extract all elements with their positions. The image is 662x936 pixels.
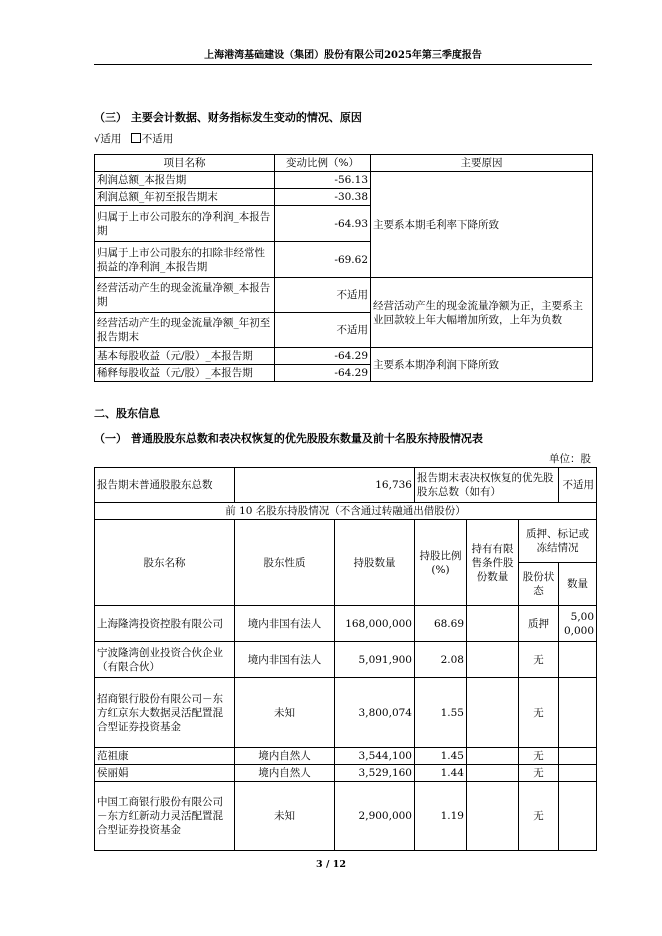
changes-table — [94, 154, 593, 382]
holder-restricted — [467, 642, 519, 678]
header-ratio: 持股比例(%) — [415, 520, 467, 606]
table-row — [95, 278, 593, 313]
not-applicable-label: 不适用 — [141, 133, 174, 145]
ratio-cell: -64.29 — [275, 365, 371, 382]
section-title-top10: （一） 普通股股东总数和表决权恢复的优先股股东数量及前十名股东持股情况表 — [94, 432, 483, 445]
holder-name: 上海隆湾投资控股有限公司 — [95, 606, 235, 642]
item-cell: 利润总额_本报告期 — [95, 172, 275, 189]
item-cell: 稀释每股收益（元/股）_本报告期 — [95, 365, 275, 382]
applicable-label: 适用 — [100, 133, 122, 145]
header-name: 股东名称 — [95, 520, 235, 606]
applicability-line — [94, 131, 173, 146]
ratio-cell: -64.29 — [275, 348, 371, 365]
holder-nature: 未知 — [235, 782, 335, 851]
header-shares: 持股数量 — [335, 520, 415, 606]
reason-cell: 经营活动产生的现金流量净额为正，主要系主业回款较上年大幅增加所致，上年为负数 — [371, 278, 593, 348]
holder-status: 无 — [519, 782, 559, 851]
header-nature: 股东性质 — [235, 520, 335, 606]
table-row — [95, 348, 593, 365]
holder-nature: 境内自然人 — [235, 765, 335, 782]
pref-holders-value: 不适用 — [559, 468, 597, 503]
top10-title: 前 10 名股东持股情况（不含通过转融通出借股份） — [95, 503, 597, 520]
holder-shares: 2,900,000 — [335, 782, 415, 851]
unit-label: 单位：股 — [549, 453, 591, 465]
page-number: 3 / 12 — [316, 859, 346, 870]
table-header-row — [95, 520, 597, 563]
holder-shares: 168,000,000 — [335, 606, 415, 642]
holder-count — [559, 782, 597, 851]
header-restricted: 持有有限售条件股份数量 — [467, 520, 519, 606]
holder-count — [559, 678, 597, 748]
holder-ratio: 68.69 — [415, 606, 467, 642]
check-mark-icon: √ — [94, 134, 101, 145]
page-header: 上海港湾基础建设（集团）股份有限公司2025年第三季度报告 — [94, 46, 592, 65]
table-row — [95, 606, 597, 642]
table-row — [95, 782, 597, 851]
holder-nature: 境内非国有法人 — [235, 642, 335, 678]
holder-ratio: 1.44 — [415, 765, 467, 782]
holder-status: 质押 — [519, 606, 559, 642]
item-cell: 归属于上市公司股东的扣除非经常性损益的净利润_本报告期 — [95, 242, 275, 278]
header-reason: 主要原因 — [371, 155, 593, 172]
holder-nature: 未知 — [235, 678, 335, 748]
holder-count — [559, 748, 597, 765]
shareholders-table — [94, 467, 597, 851]
holder-restricted — [467, 765, 519, 782]
header-ratio: 变动比例（%） — [275, 155, 371, 172]
ratio-cell: 不适用 — [275, 278, 371, 313]
holder-shares: 3,544,100 — [335, 748, 415, 765]
table-row — [95, 172, 593, 189]
holder-nature: 境内非国有法人 — [235, 606, 335, 642]
ratio-cell: -69.62 — [275, 242, 371, 278]
holder-restricted — [467, 782, 519, 851]
header-pledge: 质押、标记或冻结情况 — [519, 520, 597, 563]
item-cell: 归属于上市公司股东的净利润_本报告期 — [95, 206, 275, 242]
table-row — [95, 678, 597, 748]
ratio-cell: -56.13 — [275, 172, 371, 189]
pref-holders-label: 报告期末表决权恢复的优先股股东总数（如有） — [415, 468, 559, 503]
table-row — [95, 765, 597, 782]
holder-status: 无 — [519, 678, 559, 748]
holder-count — [559, 642, 597, 678]
holder-shares: 5,091,900 — [335, 642, 415, 678]
item-cell: 利润总额_年初至报告期末 — [95, 189, 275, 206]
holder-status: 无 — [519, 765, 559, 782]
reason-cell: 主要系本期毛利率下降所致 — [371, 172, 593, 278]
reason-cell: 主要系本期净利润下降所致 — [371, 348, 593, 382]
holder-name: 范祖康 — [95, 748, 235, 765]
holder-restricted — [467, 606, 519, 642]
holder-status: 无 — [519, 748, 559, 765]
total-holders-label: 报告期末普通股股东总数 — [95, 468, 235, 503]
holder-status: 无 — [519, 642, 559, 678]
top10-title-row — [95, 503, 597, 520]
section-title-changes: （三） 主要会计数据、财务指标发生变动的情况、原因 — [94, 111, 362, 124]
holder-ratio: 2.08 — [415, 642, 467, 678]
holder-shares: 3,800,074 — [335, 678, 415, 748]
holder-count — [559, 765, 597, 782]
ratio-cell: -30.38 — [275, 189, 371, 206]
table-row — [95, 748, 597, 765]
holder-name: 宁波隆湾创业投资合伙企业（有限合伙） — [95, 642, 235, 678]
empty-checkbox-icon — [131, 133, 141, 143]
holder-ratio: 1.55 — [415, 678, 467, 748]
holder-nature: 境内自然人 — [235, 748, 335, 765]
ratio-cell: -64.93 — [275, 206, 371, 242]
holder-restricted — [467, 748, 519, 765]
holder-name: 侯丽娟 — [95, 765, 235, 782]
table-header-row — [95, 155, 593, 172]
total-holders-value: 16,736 — [235, 468, 415, 503]
item-cell: 基本每股收益（元/股）_本报告期 — [95, 348, 275, 365]
ratio-cell: 不适用 — [275, 313, 371, 348]
holder-name: 中国工商银行股份有限公司－东方红新动力灵活配置混合型证券投资基金 — [95, 782, 235, 851]
holder-shares: 3,529,160 — [335, 765, 415, 782]
holder-ratio: 1.45 — [415, 748, 467, 765]
holder-name: 招商银行股份有限公司－东方红京东大数据灵活配置混合型证券投资基金 — [95, 678, 235, 748]
item-cell: 经营活动产生的现金流量净额_年初至报告期末 — [95, 313, 275, 348]
item-cell: 经营活动产生的现金流量净额_本报告期 — [95, 278, 275, 313]
table-row — [95, 642, 597, 678]
holder-ratio: 1.19 — [415, 782, 467, 851]
header-count: 数量 — [559, 563, 597, 606]
holder-restricted — [467, 678, 519, 748]
header-status: 股份状态 — [519, 563, 559, 606]
summary-row — [95, 468, 597, 503]
holder-count: 5,000,000 — [559, 606, 597, 642]
header-item: 项目名称 — [95, 155, 275, 172]
section-title-shareholders: 二、股东信息 — [94, 407, 160, 420]
